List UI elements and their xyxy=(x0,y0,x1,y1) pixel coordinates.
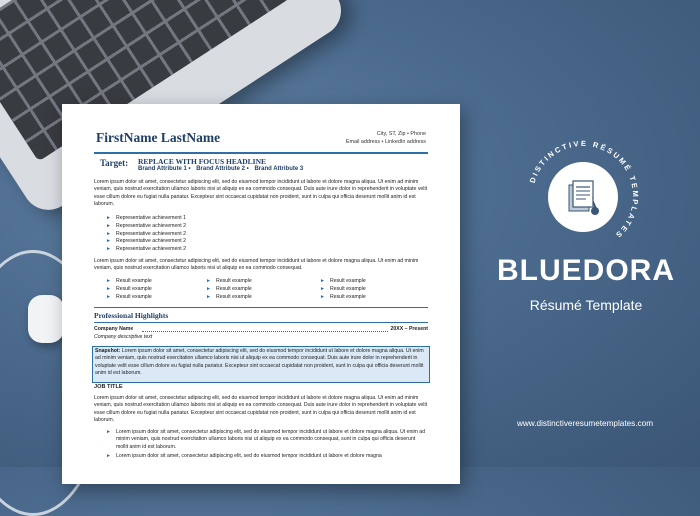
brand-subtitle: Résumé Template xyxy=(529,297,643,313)
paragraph: Lorem ipsum dolor sit amet, consectetur adipiscing elit, sed do eiusmod tempor incididunt ut labore et dolore magna aliqua. Ut enim ad minim veniam, quis nostrud exercitation ullamco laboris nisi ut aliquip ex ea commodo consequat. xyxy=(94,258,419,272)
bullet-icon: ► xyxy=(106,453,111,460)
bullet-icon: ► xyxy=(206,278,211,284)
brand-attribute: Brand Attribute 1 • xyxy=(138,166,191,172)
result-column-3 xyxy=(320,278,366,301)
brand-attributes xyxy=(138,166,307,172)
section-divider xyxy=(94,322,428,323)
brand-attribute: Brand Attribute 3 xyxy=(254,166,304,172)
list-item: ► Result example xyxy=(106,278,152,284)
section-divider xyxy=(94,307,428,308)
summary-paragraph: Lorem ipsum dolor sit amet, consectetur adipiscing elit, sed do eiusmod tempor incididunt ut labore et dolore magna aliqua. Ut enim ad minim veniam, quis nostrud exercitation ullamco laboris nisi ut aliquip ex ea commodo consequat. Duis aute irure dolor in reprehenderit in voluptate velit esse cillum dolore eu fugiat nulla pariatur. Excepteur sint occaecat cupidatat non proident, sunt in culpa qui officia deserunt mollit anim id est laborum. xyxy=(94,179,428,208)
bullet-icon: ► xyxy=(106,278,111,284)
date-range: 20XX – Present xyxy=(390,326,428,332)
list-item: ► Result example xyxy=(320,285,366,292)
resume-name: FirstName LastName xyxy=(96,130,221,145)
job-bullets xyxy=(106,429,428,461)
focus-headline: REPLACE WITH FOCUS HEADLINE xyxy=(138,157,267,166)
list-item: ► Result example xyxy=(320,278,366,284)
dotted-leader xyxy=(142,331,388,332)
list-item: ► Result example xyxy=(206,285,252,292)
brand-attribute: Brand Attribute 2 • xyxy=(196,166,249,172)
bullet-icon: ► xyxy=(106,215,111,221)
bullet-icon: ► xyxy=(106,246,111,253)
achievement-list xyxy=(106,215,186,254)
logo-ring-text: DISTINCTIVE RÉSUMÉ TEMPLATES xyxy=(527,138,641,241)
resume-preview xyxy=(62,104,460,484)
target-label: Target: xyxy=(100,158,129,168)
bullet-icon: ► xyxy=(320,278,325,284)
bullet-icon: ► xyxy=(106,293,111,300)
job-title: JOB TITLE xyxy=(94,384,123,390)
bullet-icon: ► xyxy=(106,230,111,237)
resume-contact xyxy=(346,130,426,146)
company-description: Company descriptive text xyxy=(94,334,153,340)
list-item: ► Representative achievement 2 xyxy=(106,222,187,229)
bullet-icon: ► xyxy=(320,293,325,300)
logo-circle xyxy=(548,162,618,232)
brand-title: BLUEDORA xyxy=(497,254,675,287)
list-item: ► Representative achievement 2 xyxy=(106,230,187,237)
list-item: ► Lorem ipsum dolor sit amet, consectetur adipiscing elit, sed do eiusmod tempor incididunt ut labore et dolore magna xyxy=(106,453,382,460)
bullet-icon: ► xyxy=(206,293,211,300)
list-item: ► Result example xyxy=(106,285,152,292)
snapshot-label: Snapshot: xyxy=(95,348,121,354)
website-url: www.distinctiveresumetemplates.com xyxy=(516,419,654,428)
bullet-icon: ► xyxy=(106,222,111,229)
bullet-icon: ► xyxy=(320,285,325,292)
company-name: Company Name xyxy=(94,326,134,332)
resume-header xyxy=(94,128,428,154)
contact-line-2: Email address • LinkedIn address xyxy=(345,139,426,145)
contact-line-1: City, ST, Zip • Phone xyxy=(376,131,426,137)
section-title: Professional Highlights xyxy=(94,311,169,320)
company-row xyxy=(94,326,428,332)
list-item: ► Result example xyxy=(206,278,252,284)
bullet-icon: ► xyxy=(106,238,111,245)
bullet-icon: ► xyxy=(206,285,211,292)
earbud xyxy=(28,295,64,343)
bullet-icon: ► xyxy=(106,429,111,435)
list-item: ► Lorem ipsum dolor sit amet, consectetur adipiscing elit, sed do eiusmod tempor incididunt ut labore et dolore magna aliqua. Ut enim ad minim veniam, quis nostrud exercitation ullamco laboris nisi ut aliquip ex ea commodo consequat, sunt in culpa qui officia deserunt mollit anim id est laborum. xyxy=(106,429,426,450)
bullet-icon: ► xyxy=(106,285,111,292)
list-item: ► Representative achievement 1 xyxy=(106,215,187,221)
list-item: ► Result example xyxy=(206,293,252,300)
document-stack-icon xyxy=(561,175,605,219)
list-item: ► Result example xyxy=(106,293,152,300)
list-item: ► Representative achievement 2 xyxy=(106,238,187,245)
list-item: ► Representative achievement 2 xyxy=(106,246,187,253)
snapshot-box xyxy=(92,346,430,383)
result-column-2 xyxy=(206,278,252,301)
job-paragraph: Lorem ipsum dolor sit amet, consectetur adipiscing elit, sed do eiusmod tempor incididunt ut labore et dolore magna aliqua. Ut enim ad minim veniam, quis nostrud exercitation ullamco laboris nisi ut aliquip ex ea commodo consequat. Duis aute irure dolor in reprehenderit in voluptate velit esse cillum dolore eu fugiat nulla pariatur. Excepteur sint occaecat cupidatat non proident, sunt in culpa qui officia deserunt mollit anim id est laborum. xyxy=(94,395,428,424)
snapshot-text: Lorem ipsum dolor sit amet, consectetur adipiscing elit, sed do eiusmod tempor incididunt ut labore et dolore magna aliqua. Ut enim ad minim veniam, quis nostrud exercitation ullamco laboris nisi ut aliquip ex ea commodo consequat. Duis aute irure dolor in reprehenderit in voluptate velit esse cillum dolore eu fugiat nulla pariatur. Excepteur sint occaecat cupidatat non proident, sunt in culpa qui officia deserunt mollit anim id est laborum. xyxy=(95,348,424,377)
list-item: ► Result example xyxy=(320,293,366,300)
result-column-1 xyxy=(106,278,152,301)
